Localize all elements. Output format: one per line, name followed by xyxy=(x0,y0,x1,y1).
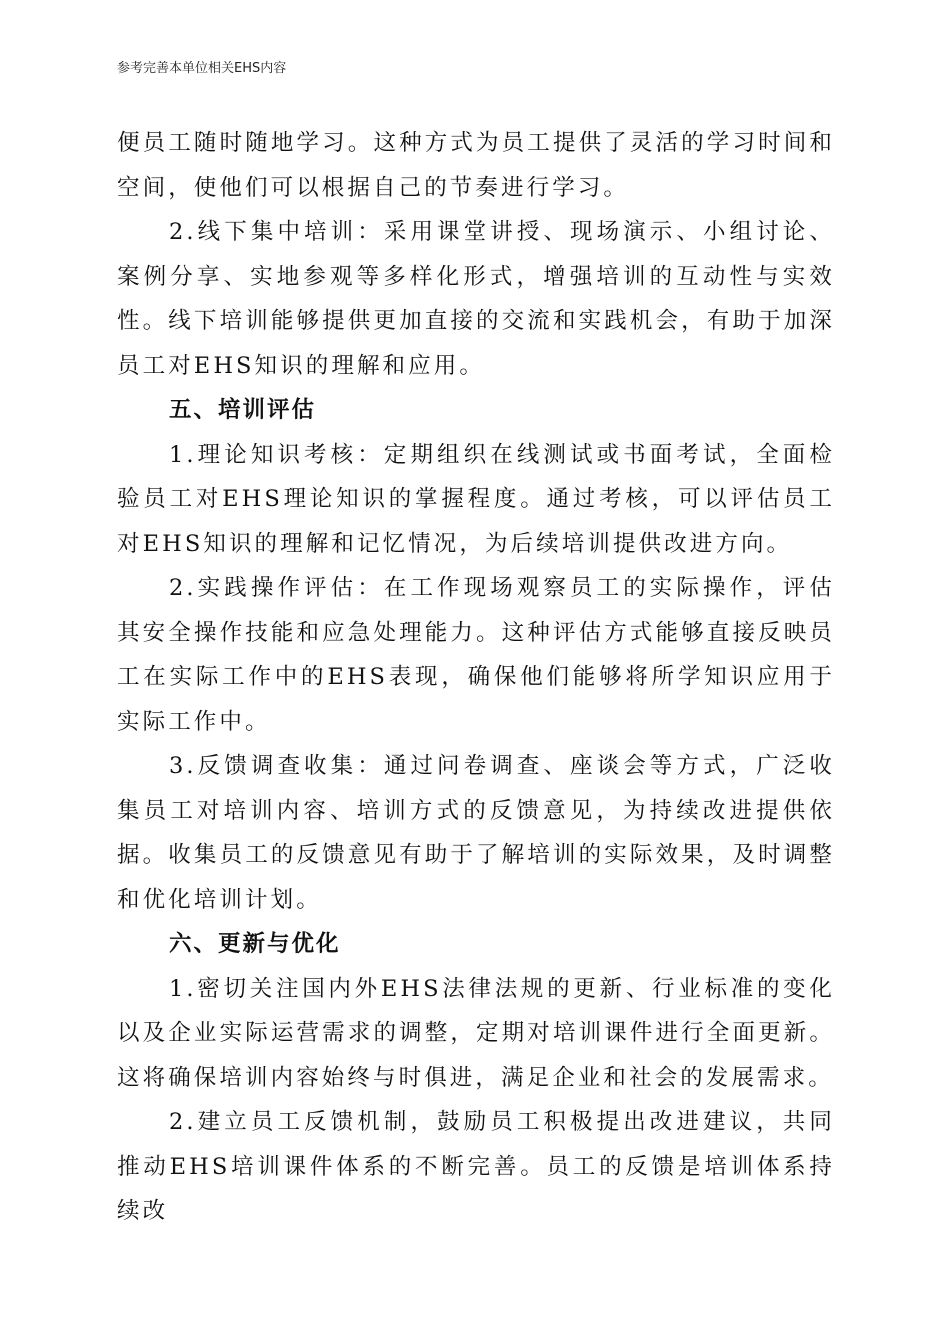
paragraph-feedback-survey: 3.反馈调查收集：通过问卷调查、座谈会等方式，广泛收集员工对培训内容、培训方式的反馈意见，为持续改进提供依据。收集员工的反馈意见有助于了解培训的实际效果，及时调整和优化培训计划。 xyxy=(117,753,835,913)
document-body xyxy=(117,121,835,1234)
section-heading-evaluation: 五、培训评估 xyxy=(169,397,317,423)
paragraph-practice-assessment: 2.实践操作评估：在工作现场观察员工的实际操作，评估其安全操作技能和应急处理能力。这种评估方式能够直接反映员工在实际工作中的EHS表现，确保他们能够将所学知识应用于实际工作中。 xyxy=(117,575,835,735)
paragraph-continued: 便员工随时随地学习。这种方式为员工提供了灵活的学习时间和空间，使他们可以根据自己的节奏进行学习。 xyxy=(117,130,835,201)
paragraph-theory-assessment: 1.理论知识考核：定期组织在线测试或书面考试，全面检验员工对EHS理论知识的掌握程度。通过考核，可以评估员工对EHS知识的理解和记忆情况，为后续培训提供改进方向。 xyxy=(117,441,835,557)
paragraph-offline-training: 2.线下集中培训：采用课堂讲授、现场演示、小组讨论、案例分享、实地参观等多样化形式，增强培训的互动性与实效性。线下培训能够提供更加直接的交流和实践机会，有助于加深员工对EHS知识的理解和应用。 xyxy=(117,219,835,379)
paragraph-feedback-mechanism: 2.建立员工反馈机制，鼓励员工积极提出改进建议，共同推动EHS培训课件体系的不断完善。员工的反馈是培训体系持续改 xyxy=(117,1109,835,1224)
header-divider xyxy=(117,84,833,85)
page-header: 参考完善本单位相关EHS内容 xyxy=(117,61,287,76)
section-heading-update: 六、更新与优化 xyxy=(169,931,341,957)
paragraph-regulation-tracking: 1.密切关注国内外EHS法律法规的更新、行业标准的变化以及企业实际运营需求的调整，定期对培训课件进行全面更新。这将确保培训内容始终与时俱进，满足企业和社会的发展需求。 xyxy=(117,975,835,1091)
